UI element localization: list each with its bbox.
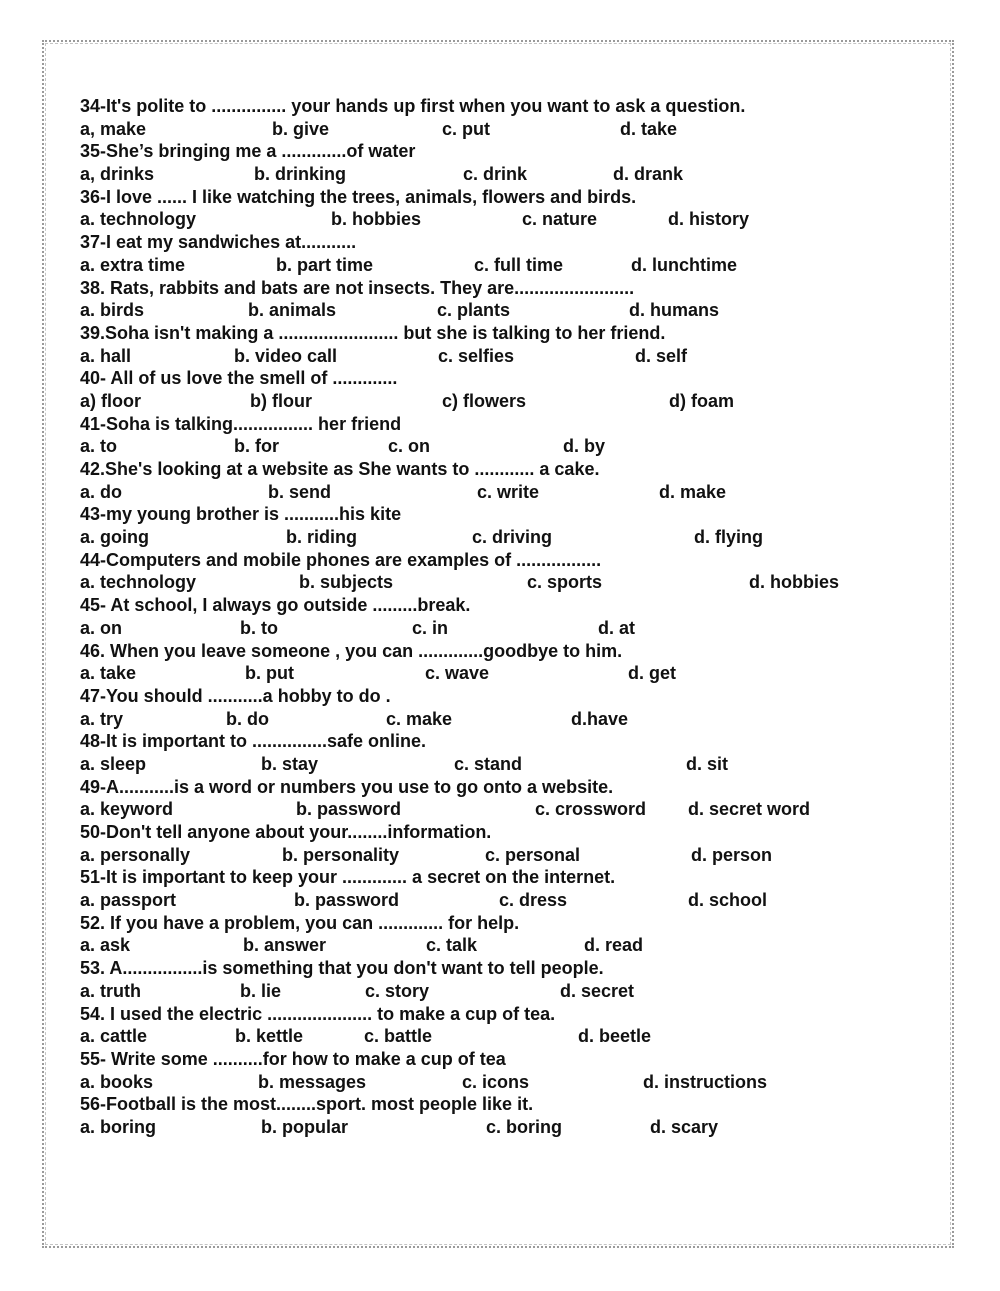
answer-option-c[interactable]: c. plants [437, 300, 511, 321]
answer-option-c[interactable]: c. full time [474, 254, 564, 275]
answer-option-d[interactable]: d. humans [629, 300, 720, 321]
answer-option-a[interactable]: a. ask [80, 935, 131, 956]
answer-option-a[interactable]: a. try [80, 708, 124, 729]
answer-option-b[interactable]: b. password [296, 799, 402, 820]
answer-option-d[interactable]: d. sit [686, 753, 729, 774]
answer-option-a[interactable]: a. to [80, 436, 118, 457]
answer-option-b[interactable]: b. subjects [299, 572, 394, 593]
question-text: 39.Soha isn't making a ........................ but she is talking to her friend. [80, 322, 666, 343]
question-text: 51-It is important to keep your ............. a secret on the internet. [80, 867, 616, 888]
question-text: 50-Don't tell anyone about your........information. [80, 822, 492, 842]
answer-option-c[interactable]: c. personal [485, 844, 581, 865]
answer-option-d[interactable]: d. hobbies [749, 572, 839, 593]
answer-option-c[interactable]: c. talk [426, 935, 478, 956]
question-text: 46. When you leave someone , you can .............goodbye to him. [80, 640, 623, 661]
answer-option-a[interactable]: a. passport [80, 890, 177, 911]
answer-options [80, 617, 880, 640]
answer-option-c[interactable]: c. wave [425, 663, 490, 684]
question-text: 48-It is important to ...............safe online. [80, 731, 427, 752]
answer-option-b[interactable]: b. drinking [254, 164, 346, 185]
answer-option-d[interactable]: d. get [628, 663, 676, 684]
answer-option-b[interactable]: b. answer [243, 935, 327, 956]
answer-options [80, 662, 880, 685]
answer-option-b[interactable]: b. messages [258, 1071, 367, 1092]
answer-option-b[interactable]: b. for [234, 436, 279, 457]
answer-option-b[interactable]: b. animals [248, 300, 337, 321]
answer-option-b[interactable]: b. personality [282, 844, 400, 865]
answer-option-d[interactable]: d. instructions [643, 1071, 768, 1092]
question-text: 40- All of us love the smell of ............. [80, 368, 398, 389]
question-text: 52. If you have a problem, you can ............. for help. [80, 912, 520, 933]
answer-option-d[interactable]: d. flying [694, 527, 763, 548]
answer-option-d[interactable]: d. secret word [688, 799, 811, 820]
answer-option-b[interactable]: b. stay [261, 753, 319, 774]
answer-options [80, 753, 880, 776]
answer-option-a[interactable]: a. sleep [80, 753, 147, 774]
question-text: 53. A................is something that you don't want to tell people. [80, 958, 604, 979]
answer-option-c[interactable]: c. dress [499, 890, 568, 911]
answer-option-c[interactable]: c. battle [364, 1026, 433, 1047]
answer-option-d[interactable]: d. lunchtime [631, 254, 738, 275]
question-text: 43-my young brother is ...........his kite [80, 504, 402, 525]
answer-option-a[interactable]: a. cattle [80, 1026, 148, 1047]
answer-option-d[interactable]: d) foam [669, 390, 734, 411]
answer-option-c[interactable]: c. drink [463, 164, 528, 185]
question-text: 56-Football is the most........sport. most people like it. [80, 1094, 534, 1115]
answer-options [80, 208, 880, 231]
answer-options [80, 571, 880, 594]
answer-option-c[interactable]: c. put [442, 118, 490, 139]
answer-option-c[interactable]: c. nature [522, 209, 598, 230]
answer-option-a[interactable]: a) floor [80, 390, 141, 411]
question-text: 55- Write some ..........for how to make a cup of tea [80, 1048, 506, 1069]
answer-option-b[interactable]: b. video call [234, 345, 338, 366]
answer-option-b[interactable]: b. send [268, 481, 332, 502]
answer-option-d[interactable]: d. read [584, 935, 644, 956]
answer-option-d[interactable]: d. scary [650, 1116, 719, 1137]
answer-option-b[interactable]: b. do [226, 708, 269, 729]
answer-option-b[interactable]: b. lie [240, 980, 282, 1001]
answer-option-b[interactable]: b. give [272, 118, 330, 139]
answer-option-d[interactable]: d. by [563, 436, 606, 457]
answer-options [80, 345, 880, 368]
question-text: 45- At school, I always go outside .........break. [80, 595, 471, 616]
answer-option-d[interactable]: d. person [691, 844, 773, 865]
answer-option-b[interactable]: b. popular [261, 1116, 348, 1137]
answer-options [80, 980, 880, 1003]
answer-options [80, 254, 880, 277]
answer-option-a[interactable]: a, drinks [80, 164, 155, 185]
answer-options [80, 526, 880, 549]
answer-option-a[interactable]: a. going [80, 527, 149, 548]
answer-options [80, 934, 880, 957]
question-text: 41-Soha is talking................ her friend [80, 413, 402, 434]
answer-option-c[interactable]: c. stand [454, 753, 523, 774]
answer-option-a[interactable]: a. personally [80, 844, 191, 865]
answer-option-a[interactable]: a, make [80, 118, 147, 139]
answer-option-c[interactable]: c. driving [472, 527, 553, 548]
answer-option-a[interactable]: a. on [80, 617, 123, 638]
answer-option-d[interactable]: d. secret [560, 980, 635, 1001]
answer-option-b[interactable]: b) flour [250, 390, 312, 411]
answer-option-c[interactable]: c. story [365, 980, 430, 1001]
question-text: 34-It's polite to ............... your hands up first when you want to ask a question. [80, 96, 746, 116]
answer-options [80, 390, 880, 413]
answer-option-d[interactable]: d. self [635, 345, 688, 366]
answer-option-a[interactable]: a. take [80, 663, 137, 684]
answer-option-d[interactable]: d. history [668, 209, 750, 230]
answer-option-b[interactable]: b. put [245, 663, 294, 684]
worksheet [80, 95, 880, 1139]
answer-options [80, 1071, 880, 1094]
answer-option-d[interactable]: d. at [598, 617, 636, 638]
answer-option-b[interactable]: b. riding [286, 527, 357, 548]
answer-option-a[interactable]: a. technology [80, 209, 197, 230]
question-text: 37-I eat my sandwiches at........... [80, 232, 357, 253]
answer-options [80, 889, 880, 912]
answer-option-d[interactable]: d. school [688, 890, 768, 911]
answer-options [80, 118, 880, 141]
answer-option-a[interactable]: a. extra time [80, 254, 186, 275]
answer-options [80, 481, 880, 504]
question-text: 47-You should ...........a hobby to do . [80, 685, 391, 706]
answer-option-d[interactable]: d. drank [613, 164, 684, 185]
answer-option-d[interactable]: d. beetle [578, 1026, 652, 1047]
question-text: 35-She’s bringing me a .............of water [80, 141, 416, 162]
answer-option-c[interactable]: c. make [386, 708, 453, 729]
answer-option-b[interactable]: b. kettle [235, 1026, 304, 1047]
answer-option-a[interactable]: a. keyword [80, 799, 174, 820]
answer-option-a[interactable]: a. birds [80, 300, 145, 321]
answer-options [80, 299, 880, 322]
answer-option-c[interactable]: c) flowers [442, 390, 527, 411]
answer-option-d[interactable]: d. take [620, 118, 678, 139]
answer-options [80, 708, 880, 731]
question-text: 54. I used the electric ..................... to make a cup of tea. [80, 1003, 556, 1024]
answer-option-c[interactable]: c. boring [486, 1116, 562, 1137]
answer-options [80, 1025, 880, 1048]
answer-option-b[interactable]: b. part time [276, 254, 374, 275]
question-text: 42.She's looking at a website as She wants to ............ a cake. [80, 459, 600, 479]
answer-option-c[interactable]: c. write [477, 481, 540, 502]
question-text: 49-A...........is a word or numbers you use to go onto a website. [80, 776, 614, 797]
question-text: 44-Computers and mobile phones are examples of ................. [80, 549, 602, 570]
answer-option-b[interactable]: b. password [294, 890, 400, 911]
answer-options [80, 844, 880, 867]
answer-option-d[interactable]: d. make [659, 481, 727, 502]
answer-option-d[interactable]: d.have [571, 708, 629, 729]
question-text: 36-I love ...... I like watching the trees, animals, flowers and birds. [80, 186, 637, 207]
answer-options [80, 435, 880, 458]
answer-option-a[interactable]: a. boring [80, 1116, 156, 1137]
answer-option-a[interactable]: a. truth [80, 980, 141, 1001]
answer-option-b[interactable]: b. hobbies [331, 209, 421, 230]
answer-options [80, 163, 880, 186]
question-text: 38. Rats, rabbits and bats are not insects. They are........................ [80, 277, 635, 298]
answer-options [80, 1116, 880, 1139]
answer-option-c[interactable]: c. icons [462, 1071, 530, 1092]
answer-options [80, 798, 880, 821]
answer-option-c[interactable]: c. on [388, 436, 431, 457]
answer-option-a[interactable]: a. hall [80, 345, 132, 366]
answer-option-c[interactable]: c. selfies [438, 345, 515, 366]
answer-option-c[interactable]: c. sports [527, 572, 603, 593]
answer-option-b[interactable]: b. to [240, 617, 278, 638]
answer-option-a[interactable]: a. books [80, 1071, 154, 1092]
answer-option-c[interactable]: c. crossword [535, 799, 647, 820]
answer-option-a[interactable]: a. do [80, 481, 123, 502]
answer-option-c[interactable]: c. in [412, 617, 449, 638]
answer-option-a[interactable]: a. technology [80, 572, 197, 593]
